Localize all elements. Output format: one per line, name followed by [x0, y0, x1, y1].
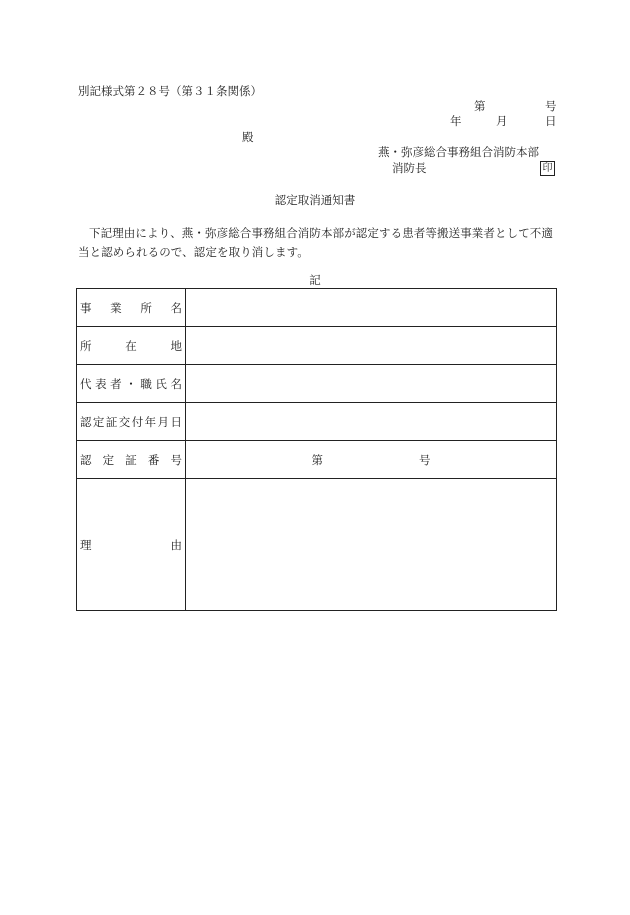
document-number-label: 第 [474, 99, 486, 113]
label-char: 証 [125, 452, 137, 467]
document-title: 認定取消通知書 [274, 193, 356, 207]
row-label-location [77, 327, 186, 365]
label-char: 日 [170, 414, 182, 429]
issuer-organization: 燕・弥彦総合事務組合消防本部 [378, 145, 539, 159]
date-month: 月 [496, 114, 508, 128]
label-char: 業 [110, 300, 122, 315]
table-row [77, 289, 557, 327]
addressee-suffix: 殿 [242, 130, 254, 144]
certificate-number-field [186, 441, 557, 479]
label-char: 在 [125, 338, 137, 353]
label-char: 表 [95, 376, 107, 391]
certificate-number-suffix: 号 [419, 452, 431, 467]
table-row [77, 327, 557, 365]
table-row [77, 365, 557, 403]
details-table [76, 288, 557, 611]
label-char: 所 [80, 338, 92, 353]
label-char: 付 [131, 414, 144, 429]
label-char: 番 [147, 452, 160, 467]
representative-field [186, 365, 557, 403]
location-field [186, 327, 557, 365]
label-char: 名 [170, 300, 182, 315]
label-char: ・ [125, 376, 137, 391]
row-label-reason [77, 479, 186, 611]
label-char: 名 [170, 376, 182, 391]
table-row [77, 479, 557, 611]
row-label-office-name [77, 289, 186, 327]
date-year: 年 [450, 114, 462, 128]
label-char: 交 [118, 414, 131, 429]
label-char: 者 [110, 376, 122, 391]
row-label-certificate-number [77, 441, 186, 479]
label-char: 月 [157, 414, 170, 429]
row-label-representative [77, 365, 186, 403]
row-label-issue-date [77, 403, 186, 441]
label-char: 代 [80, 376, 92, 391]
table-row [77, 441, 557, 479]
reason-field [186, 479, 557, 611]
label-char: 理 [80, 537, 92, 552]
issuer-title: 消防長 [392, 161, 427, 175]
office-name-field [186, 289, 557, 327]
label-char: 認 [80, 414, 92, 429]
note-heading: 記 [309, 273, 321, 287]
label-char: 年 [144, 414, 157, 429]
label-char: 職 [140, 376, 152, 391]
label-char: 認 [80, 452, 92, 467]
label-char: 号 [170, 452, 182, 467]
label-char: 地 [170, 338, 182, 353]
label-char: 事 [80, 300, 92, 315]
label-char: 定 [102, 452, 115, 467]
seal-mark: 印 [540, 161, 555, 176]
notice-body-text: 下記理由により、燕・弥彦総合事務組合消防本部が認定する患者等搬送事業者として不適当と認められるので、認定を取り消します。 [78, 226, 553, 259]
label-char: 由 [170, 537, 182, 552]
label-char: 氏 [155, 376, 167, 391]
issue-date-field [186, 403, 557, 441]
document-number-suffix: 号 [545, 99, 557, 113]
label-char: 所 [140, 300, 152, 315]
certificate-number-prefix: 第 [311, 452, 323, 467]
date-day: 日 [545, 114, 557, 128]
form-number: 別記様式第２８号（第３１条関係） [78, 84, 262, 98]
label-char: 定 [92, 414, 105, 429]
label-char: 証 [105, 414, 118, 429]
table-row [77, 403, 557, 441]
